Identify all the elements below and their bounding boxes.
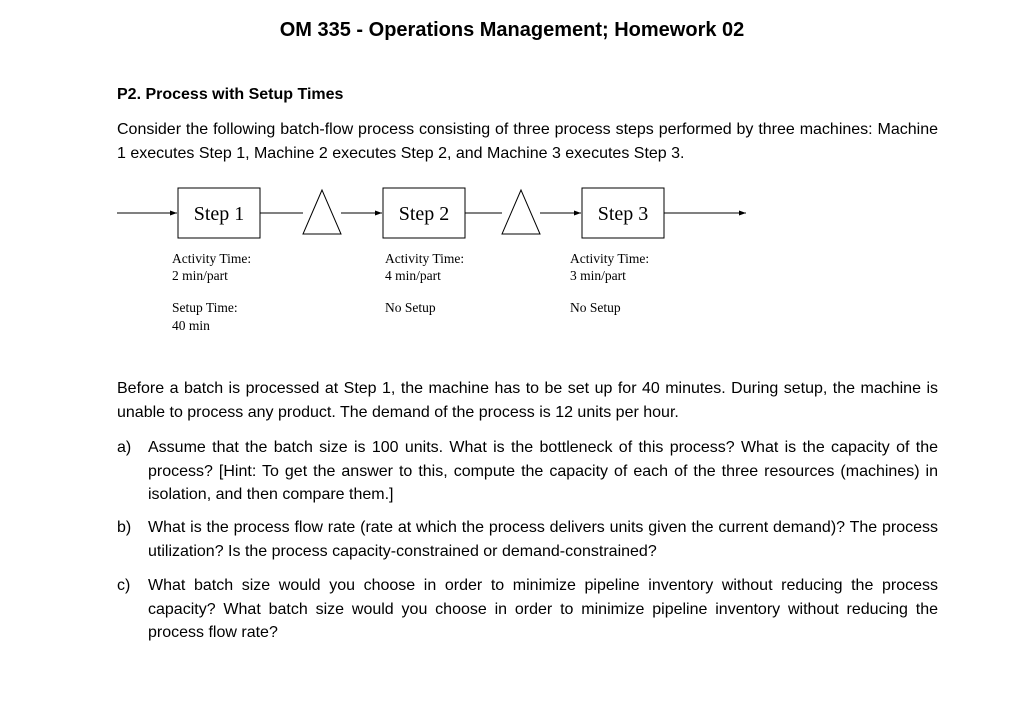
step-2-activity-label: Activity Time: xyxy=(385,251,465,266)
step-3-activity-label: Activity Time: xyxy=(570,251,650,266)
question-a-label: a) xyxy=(117,439,132,456)
step-1-setup-value: 40 min xyxy=(172,318,210,333)
question-c-text: What batch size would you choose in order to minimize pipeline inventory without reducing the process capacity? What batch size would you choose in order to minimize pipeline inventory without reducing the process flow rate? xyxy=(148,577,938,641)
setup-paragraph: Before a batch is processed at Step 1, the machine has to be set up for 40 minutes. During setup, the machine is unable to process any product. The demand of the process is 12 units per hour. xyxy=(117,380,938,421)
step-1-setup-label: Setup Time: xyxy=(172,300,238,315)
step-2-setup-label: No Setup xyxy=(385,300,436,315)
question-c xyxy=(117,574,938,645)
step-1-label: Step 1 xyxy=(193,203,245,225)
inventory-triangle-1 xyxy=(303,190,341,234)
step-3-label: Step 3 xyxy=(597,203,649,225)
step-1-activity-value: 2 min/part xyxy=(172,268,228,283)
intro-paragraph: Consider the following batch-flow process consisting of three process steps performed by three machines: Machine 1 executes Step 1, Machine 2 executes Step 2, and Machine 3 executes Step 3. xyxy=(117,121,938,162)
question-a xyxy=(117,436,938,507)
question-a-text: Assume that the batch size is 100 units. What is the bottleneck of this process? What is the capacity of the process? [Hint: To get the answer to this, compute the capacity of each of the three resources (machines) in isolation, and then compare them.] xyxy=(148,439,938,503)
step-1-activity-label: Activity Time: xyxy=(172,251,252,266)
step-2-label: Step 2 xyxy=(398,203,450,225)
section-heading: P2. Process with Setup Times xyxy=(117,86,344,103)
step-3-setup-label: No Setup xyxy=(570,300,621,315)
page-title: OM 335 - Operations Management; Homework 02 xyxy=(279,19,745,41)
inventory-triangle-2 xyxy=(502,190,540,234)
question-c-label: c) xyxy=(117,577,131,594)
question-b-text: What is the process flow rate (rate at which the process delivers units given the current demand)? The process utilization? Is the process capacity-constrained or demand-constrained? xyxy=(148,519,938,560)
question-b xyxy=(117,516,938,563)
question-b-label: b) xyxy=(117,519,132,536)
step-2-activity-value: 4 min/part xyxy=(385,268,441,283)
step-3-activity-value: 3 min/part xyxy=(570,268,626,283)
